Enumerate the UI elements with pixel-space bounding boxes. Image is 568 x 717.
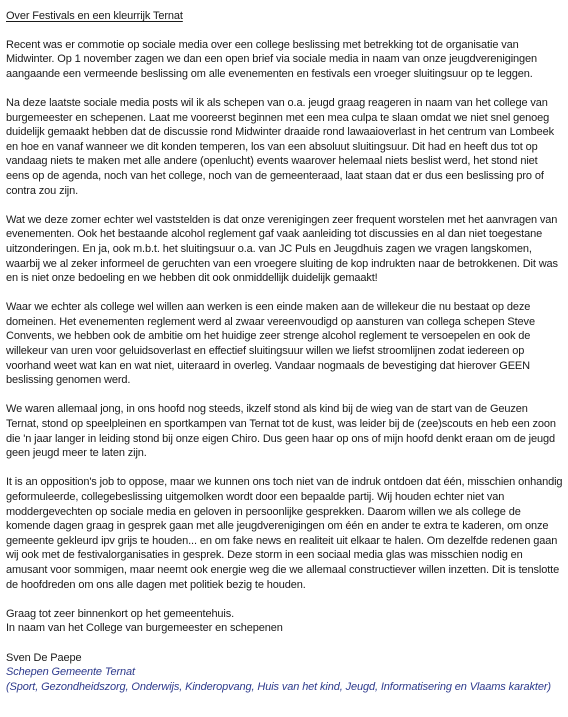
- paragraph-college-plans: Waar we echter als college wel willen aan werken is een einde maken aan de willekeur die nu bestaat op deze domeinen. Het evenementen reglement werd al zwaar vereenvoudigd op aansturen van collega schepen Steve Convents, we hebben ook de ambitie om het huidige zeer strenge alcohol reglement te versoepelen en ook de willekeur van uren voor geluidsoverlast en effectief sluitingsuur willen we liefst stroomlijnen zodat iedereen op voorhand weet wat kan en wat niet, uiteraard in overleg. Vandaar nogmaals de bevestiging dat hierover GEEN beslissing genomen werd.: [6, 301, 535, 387]
- closing-block: [6, 607, 563, 636]
- paragraph-youth: We waren allemaal jong, in ons hoofd nog steeds, ikzelf stond als kind bij de wieg van de start van de Geuzen Ternat, stond op speelpleinen en sportkampen van Ternat tot de kust, was leider bij de (zee)scouts en heb een zoon die 'n jaar langer in leiding stond bij onze eigen Chiro. Dus geen haar op ons of mijn hoofd denkt eraan om de jeugd geen jeugd meer te laten zijn.: [6, 403, 556, 460]
- closing-line-greeting: Graag tot zeer binnenkort op het gemeentehuis.: [6, 607, 235, 620]
- signature-name: Sven De Paepe: [6, 651, 82, 664]
- paragraph-observations: Wat we deze zomer echter wel vaststelden is dat onze verenigingen zeer frequent worstelen met het aanvragen van evenementen. Ook het bestaande alcohol reglement gaf vaak aanleiding tot discussies en al dan niet toegestane uitzonderingen. En ja, ook m.b.t. het sluitingsuur o.a. van JC Puls en Jeugdhuis zagen we vragen langskomen, waarbij we al zeker informeel de geruchten van een vroegere sluiting de kop indrukten naar de betrokkenen. Dit was en is niet onze bedoeling en we hebben dit ook onmiddellijk duidelijk gemaakt!: [6, 213, 558, 285]
- signature-role: Schepen Gemeente Ternat: [6, 666, 135, 679]
- paragraph-opposition: It is an opposition's job to oppose, maar we kunnen ons toch niet van de indruk ontdoen dat één, misschien onhandig geformuleerde, collegebeslissing uitgemolken wordt door een bepaalde partij. Wij houden echter niet van moddergevechten op sociale media en geloven in persoonlijke gesprekken. Daarom willen we als college de komende dagen graag in gesprek gaan met alle jeugdverenigingen om één en ander te extra te kaderen, om onze gemeente gekleurd ipv grijs te houden... en om fake news en realiteit uit elkaar te halen. Om dezelfde redenen gaan wij ook met de festivalorganisaties in gesprek. Deze storm in een sociaal media glas was misschien nodig en amusant voor sommigen, maar neemt ook energie weg die we allemaal constructiever willen inzetten. Dit is tenslotte de hoofdreden om ons alle dagen met politiek bezig te houden.: [6, 476, 563, 591]
- signature-portfolio: (Sport, Gezondheidszorg, Onderwijs, Kinderopvang, Huis van het kind, Jeugd, Informatisering en Vlaams karakter): [6, 680, 551, 693]
- letter-title: Over Festivals en een kleurrijk Ternat: [6, 10, 183, 22]
- paragraph-intro: Recent was er commotie op sociale media over een college beslissing met betrekking tot de organisatie van Midwinter. Op 1 november zagen we dan een open brief via sociale media in naam van onze jeugdverenigingen aangaande een vermeende beslissing om alle evenementen en festivals een vroeger sluitingsuur op te leggen.: [6, 38, 538, 80]
- closing-line-on-behalf: In naam van het College van burgemeester en schepenen: [6, 622, 283, 635]
- signature-block: [6, 651, 563, 695]
- paragraph-response: Na deze laatste sociale media posts wil ik als schepen van o.a. jeugd graag reageren in naam van het college van burgemeester en schepenen. Laat me vooreerst beginnen met een mea culpa te slaan omdat we niet snel genoeg duidelijk gemaakt hebben dat de discussie rond Midwinter draaide rond lawaaioverlast in het centrum van Lombeek en hoe en vanaf wanneer we dit konden temperen, los van een absoluut sluitingsuur. Dit had en heeft dus tot op vandaag niets te maken met alle andere (openlucht) events waarover helemaal niets beslist werd, het stond niet eens op de agenda, noch van het college, noch van de gemeenteraad, laat staan dat er dus een beslissing pro of contra zou zijn.: [6, 96, 555, 197]
